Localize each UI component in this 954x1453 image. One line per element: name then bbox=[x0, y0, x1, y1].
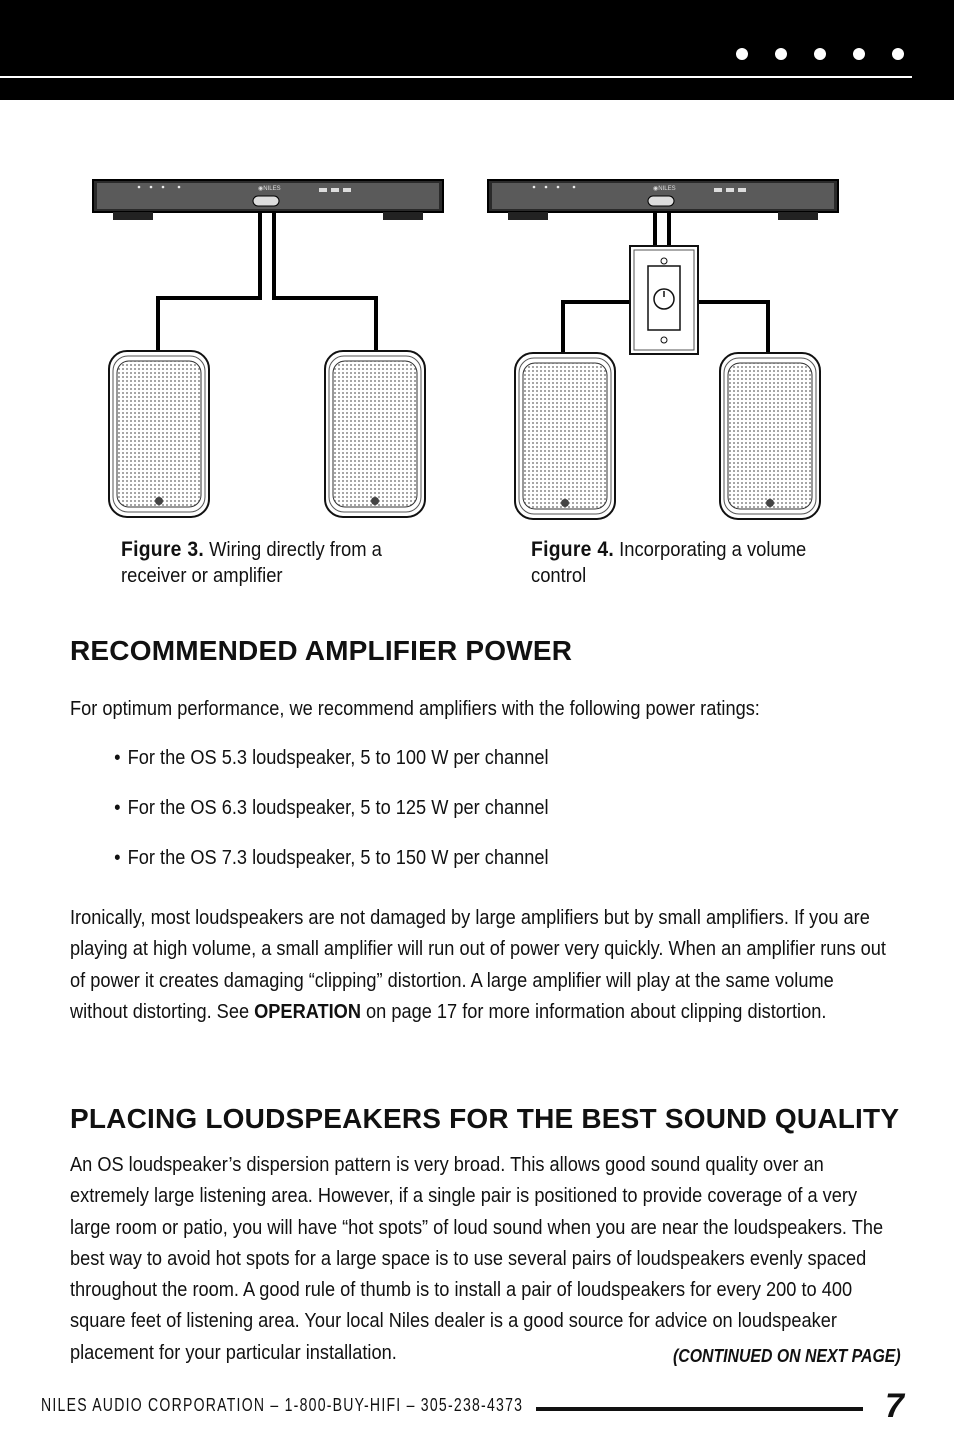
figure-4-caption-text: Incorporating a volume control bbox=[531, 539, 807, 587]
operation-reference: OPERATION bbox=[254, 1000, 361, 1023]
clipping-text: Ironically, most loudspeakers are not damaged by large amplifiers but by small amplifiers. If you are playing at high volume, a small amplifier will run out of power very quickly. When an amplifier runs out of power it creates damaging “clipping” distortion. A large amplifier will play at the same volume without distorting. See bbox=[70, 907, 886, 1023]
figure-4-diagram bbox=[488, 180, 838, 519]
figure-3-caption bbox=[121, 537, 434, 589]
amplifier-icon bbox=[93, 180, 443, 220]
page-number: 7 bbox=[885, 1387, 904, 1425]
placing-paragraph: An OS loudspeaker’s dispersion pattern is very broad. This allows good sound quality over an extremely large listening area. However, if a single pair is positioned to provide coverage of a very large room or patio, you will have “hot spots” of loud sound when you are near the loudspeakers. The best way to avoid hot spots for a large space is to use several pairs of loudspeakers evenly spaced throughout the room. A good rule of thumb is to install a pair of loudspeakers for every 200 to 400 square feet of listening area. Your local Niles dealer is a good source for advice on loudspeaker placement for your particular installation. bbox=[70, 1154, 884, 1364]
amplifier-intro: For optimum performance, we recommend amplifiers with the following power ratings: bbox=[70, 698, 760, 720]
speaker-icon bbox=[720, 353, 820, 519]
volume-control-icon bbox=[630, 246, 698, 354]
continued-note: (CONTINUED ON NEXT PAGE) bbox=[673, 1346, 901, 1366]
speaker-icon bbox=[325, 351, 425, 517]
speaker-icon bbox=[515, 353, 615, 519]
bullet: • bbox=[114, 847, 121, 869]
footer-text: NILES AUDIO CORPORATION – 1-800-BUY-HIFI – 305-238-4373 bbox=[41, 1395, 524, 1415]
figure-4-label: Figure 4. bbox=[531, 538, 615, 561]
header-dots bbox=[736, 48, 904, 60]
header-dot bbox=[775, 48, 787, 60]
amplifier-icon bbox=[488, 180, 838, 220]
header-bar bbox=[0, 0, 954, 100]
bullet: • bbox=[114, 797, 121, 819]
list-item-text: For the OS 5.3 loudspeaker, 5 to 100 W per channel bbox=[127, 747, 549, 769]
list-item bbox=[114, 844, 549, 894]
speaker-icon bbox=[109, 351, 209, 517]
clipping-text-end: on page 17 for more information about clipping distortion. bbox=[360, 1000, 827, 1023]
header-rule bbox=[0, 76, 912, 78]
figure-3-caption-text: Wiring directly from a receiver or amplifier bbox=[121, 539, 382, 587]
header-dot bbox=[814, 48, 826, 60]
header-dot bbox=[736, 48, 748, 60]
list-item-text: For the OS 6.3 loudspeaker, 5 to 125 W per channel bbox=[127, 797, 549, 819]
placing-heading: PLACING LOUDSPEAKERS FOR THE BEST SOUND QUALITY bbox=[70, 1103, 900, 1134]
amplifier-heading: RECOMMENDED AMPLIFIER POWER bbox=[70, 635, 573, 666]
list-item bbox=[114, 744, 549, 794]
figure-3-label: Figure 3. bbox=[121, 538, 205, 561]
figure-3-diagram bbox=[93, 180, 443, 517]
header-dot bbox=[853, 48, 865, 60]
power-ratings-list bbox=[114, 744, 592, 894]
wiring-diagrams bbox=[0, 170, 954, 530]
footer-rule bbox=[536, 1407, 863, 1411]
bullet: • bbox=[114, 747, 121, 769]
list-item-text: For the OS 7.3 loudspeaker, 5 to 150 W per channel bbox=[127, 847, 549, 869]
figure-4-caption bbox=[531, 537, 807, 589]
header-dot bbox=[892, 48, 904, 60]
clipping-paragraph bbox=[70, 903, 894, 1028]
list-item bbox=[114, 794, 549, 844]
